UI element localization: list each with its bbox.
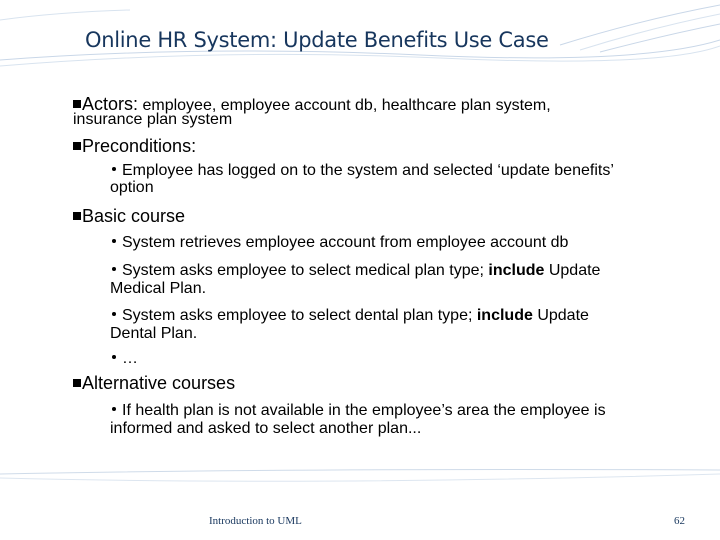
- square-bullet-icon: [73, 100, 81, 108]
- slide-title: Online HR System: Update Benefits Use Case: [85, 28, 549, 52]
- bullet-icon: [112, 355, 116, 359]
- basic-course-item-3-text-end: Update: [532, 307, 589, 324]
- basic-course-heading: [73, 206, 185, 227]
- basic-course-label: Basic course: [82, 206, 186, 226]
- actors-text-cont: insurance plan system: [73, 111, 233, 128]
- alternative-courses-label: Alternative courses: [82, 373, 236, 393]
- bullet-icon: [112, 167, 116, 171]
- bullet-icon: [112, 312, 116, 316]
- bullet-icon: [112, 267, 116, 271]
- basic-course-item-3: [110, 307, 589, 324]
- precondition-item: [110, 162, 614, 179]
- actors-text: employee, employee account db, healthcare plan system,: [138, 97, 551, 114]
- basic-course-item-2: [110, 262, 600, 279]
- alternative-course-item-cont: informed and asked to select another plan...: [110, 420, 422, 437]
- basic-course-item-3-cont: Dental Plan.: [110, 325, 198, 342]
- bullet-icon: [112, 239, 116, 243]
- ellipsis-text: …: [122, 350, 138, 367]
- basic-course-item-2-text: System asks employee to select medical plan type;: [122, 262, 489, 279]
- footer-text: Introduction to UML: [209, 515, 302, 527]
- basic-course-item-2-text-end: Update: [544, 262, 601, 279]
- actors-label: Actors:: [82, 94, 139, 114]
- square-bullet-icon: [73, 379, 81, 387]
- basic-course-item-3-text: System asks employee to select dental plan type;: [122, 307, 477, 324]
- precondition-item-cont: option: [110, 179, 154, 196]
- alternative-courses-heading: [73, 373, 235, 394]
- preconditions-heading: [73, 136, 196, 157]
- basic-course-item-4: [110, 350, 138, 367]
- basic-course-item-1: [110, 234, 568, 251]
- bullet-icon: [112, 407, 116, 411]
- basic-course-item-2-cont: Medical Plan.: [110, 280, 207, 297]
- alternative-course-item: [110, 402, 606, 419]
- basic-course-item-1-text: System retrieves employee account from employee account db: [122, 234, 569, 251]
- preconditions-label: Preconditions:: [82, 136, 197, 156]
- page-number: 62: [674, 515, 685, 527]
- alternative-course-text: If health plan is not available in the employee’s area the employee is: [122, 402, 606, 419]
- square-bullet-icon: [73, 212, 81, 220]
- include-keyword: include: [476, 307, 533, 324]
- precondition-text: Employee has logged on to the system and selected ‘update benefits’: [122, 162, 614, 179]
- square-bullet-icon: [73, 142, 81, 150]
- include-keyword: include: [488, 262, 545, 279]
